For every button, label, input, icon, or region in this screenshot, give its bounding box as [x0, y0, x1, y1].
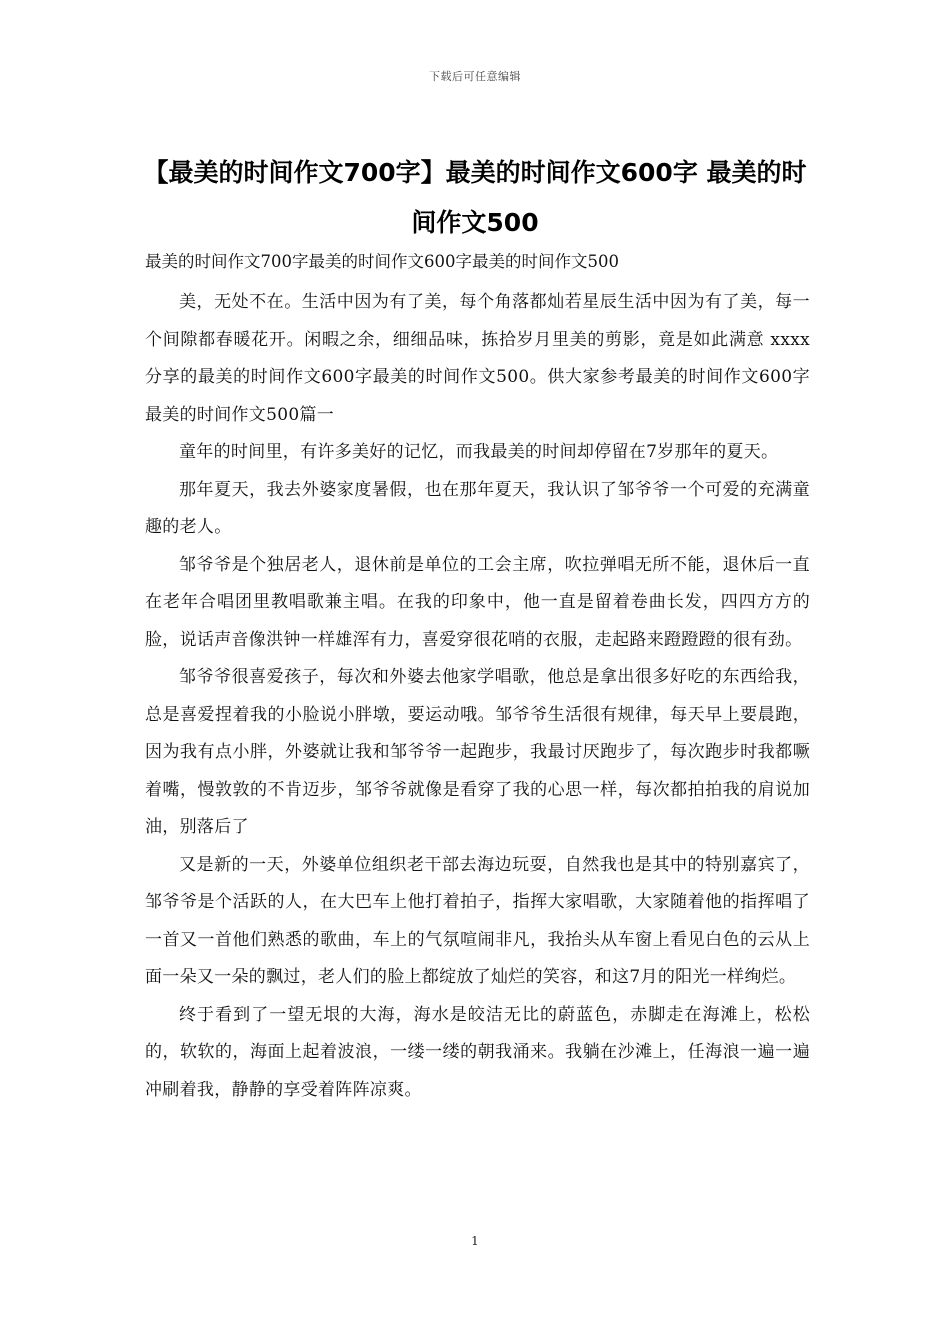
- page-number: 1: [471, 1234, 479, 1248]
- paragraph: 那年夏天，我去外婆家度暑假，也在那年夏天，我认识了邹爷爷一个可爱的充满童趣的老人。: [145, 479, 810, 537]
- document-subtitle: 最美的时间作文700字最美的时间作文600字最美的时间作文500: [145, 252, 619, 271]
- document-title: 【最美的时间作文700字】最美的时间作文600字 最美的时间作文500: [143, 158, 807, 237]
- paragraph: 又是新的一天，外婆单位组织老干部去海边玩耍，自然我也是其中的特别嘉宾了，邹爷爷是个活跃的人，在大巴车上他打着拍子，指挥大家唱歌，大家随着他的指挥唱了一首又一首他们熟悉的歌曲，车上的气氛喧闹非凡，我抬头从车窗上看见白色的云从上面一朵又一朵的飘过，老人们的脸上都绽放了灿烂的笑容，和这7月的阳光一样绚烂。: [145, 854, 810, 987]
- paragraph: 美，无处不在。生活中因为有了美，每个角落都灿若星辰生活中因为有了美，每一个间隙都春暖花开。闲暇之余，细细品味，拣拾岁月里美的剪影，竟是如此满意 xxxx 分享的最美的时间作文600字最美的时间作文500。供大家参考最美的时间作文600字最美的时间作文500篇一: [145, 292, 810, 425]
- paragraph: 终于看到了一望无垠的大海，海水是皎洁无比的蔚蓝色，赤脚走在海滩上，松松的，软软的，海面上起着波浪，一缕一缕的朝我涌来。我躺在沙滩上，任海浪一遍一遍冲刷着我，静静的享受着阵阵凉爽。: [145, 1004, 810, 1100]
- paragraph: 邹爷爷是个独居老人，退休前是单位的工会主席，吹拉弹唱无所不能，退休后一直在老年合唱团里教唱歌兼主唱。在我的印象中，他一直是留着卷曲长发，四四方方的脸，说话声音像洪钟一样雄浑有力，喜爱穿很花哨的衣服，走起路来蹬蹬蹬的很有劲。: [145, 554, 810, 650]
- paragraph: 童年的时间里，有许多美好的记忆，而我最美的时间却停留在7岁那年的夏天。: [179, 442, 779, 462]
- paragraph: 邹爷爷很喜爱孩子，每次和外婆去他家学唱歌，他总是拿出很多好吃的东西给我，总是喜爱捏着我的小脸说小胖墩，要运动哦。邹爷爷生活很有规律，每天早上要晨跑，因为我有点小胖，外婆就让我和邹爷爷一起跑步，我最讨厌跑步了，每次跑步时我都噘着嘴，慢敦敦的不肯迈步，邹爷爷就像是看穿了我的心思一样，每次都拍拍我的肩说加油，别落后了: [145, 667, 810, 837]
- document-body: [145, 284, 810, 1109]
- header-note: 下载后可任意编辑: [429, 70, 521, 83]
